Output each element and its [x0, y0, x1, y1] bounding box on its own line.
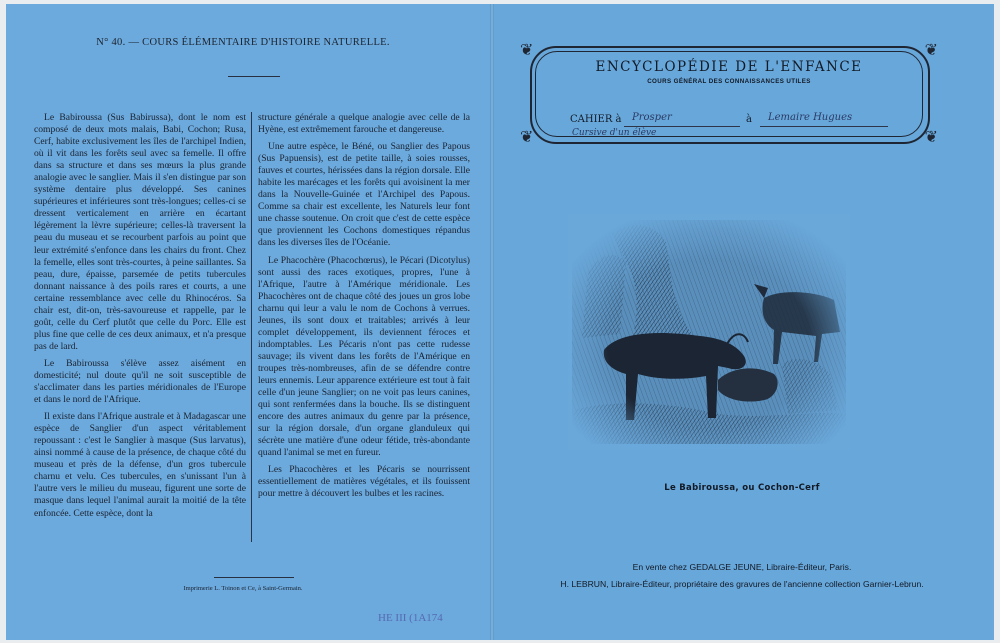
handwritten-place: Lemaire Hugues [768, 112, 853, 123]
illustration-caption: Le Babiroussa, ou Cochon-Cerf [664, 483, 820, 493]
header-rule [228, 76, 280, 77]
handwritten-name: Prosper [632, 112, 672, 123]
text-column-1 [34, 112, 246, 525]
printer-imprint: Imprimerie L. Toinon et Ce, à Saint-Germain. [183, 585, 303, 592]
paragraph: Il existe dans l'Afrique australe et à Madagascar une espèce de Sanglier d'un aspect véritablement repoussant : c'est le Sanglier à masque (Sus larvatus), ainsi nommé à cause de la présence, de chaque côté du museau et près de la défense, d'un gros tubercule charnu et velu. Ces tubercules, en s'unissant l'un à l'autre vers le milieu du museau, figurent une sorte de masque dans lequel l'animal aurait la moitié de la tête enfoncée. Cette espèce, dont la [34, 411, 246, 519]
center-fold [490, 4, 494, 640]
paragraph: structure générale a quelque analogie avec celle de la Hyène, est extrêmement farouche et dangereuse. [258, 112, 470, 136]
column-separator [251, 112, 252, 542]
paragraph: Le Phacochère (Phacochœrus), le Pécari (Dicotylus) sont aussi des races exotiques, propres, l'une à l'Afrique, l'autre à l'Amérique méridionale. Les Phacochères ont de chaque côté des joues un gros lobe charnu qui leur a valu le nom de Cochons à verrues. Jeunes, ils sont doux et traitables; arrivés à leur complet développement, ils deviennent féroces et indomptables. Les Pécaris n'ont pas cette rudesse sauvage; ils vivent dans les forêts de l'Amérique en troupes très-nombreuses, afin de se défendre contre leurs ennemis. Leur apparence extérieure est tout à fait celle d'un jeune Sanglier; on ne voit pas leurs canines, qui sont renfermées dans la bouche. Ils se distinguent encore des autres animaux du genre par la présence, sur la région dorsale, d'un organe glanduleux qui sécrète une matière d'une odeur fétide, très-abondante quand l'animal se met en fureur. [258, 254, 470, 459]
title-cartouche [520, 40, 938, 146]
text-column-2 [258, 112, 470, 505]
library-stamp: HE III (1A174 [378, 612, 443, 624]
cahier-label: CAHIER à [570, 114, 622, 125]
corner-ornament-icon: ❦ [520, 127, 534, 146]
cover-subtitle: COURS GÉNÉRAL DES CONNAISSANCES UTILES [647, 78, 811, 85]
handwritten-line: Cursive d'un élève [572, 128, 657, 138]
a-label: à [746, 114, 752, 125]
paragraph: Une autre espèce, le Béné, ou Sanglier des Papous (Sus Papuensis), est de petite taille, à soies rousses, fauves et courtes, hérissées dans la région dorsale. Elle habite les marécages et les forêts qui avoisinent la mer dans la Nouvelle-Guinée et l'Archipel des Papous. Comme sa chair est excellente, les Naturels leur font une chasse soutenue. On croit que c'est de cette espèce que proviennent les Cochons domestiques répandus dans les diverses îles de l'Océanie. [258, 141, 470, 249]
paragraph: Le Babiroussa s'élève assez aisément en domesticité; nul doute qu'il ne soit susceptible de s'acclimater dans les parties méridionales de l'Europe et dans le nord de l'Afrique. [34, 357, 246, 406]
write-line [624, 126, 740, 127]
corner-ornament-icon: ❦ [924, 127, 938, 146]
paragraph: Les Phacochères et les Pécaris se nourrissent essentiellement de matières végétales, et ils fouissent pour mettre à découvert les bulbes et les racines. [258, 464, 470, 500]
write-line [760, 126, 888, 127]
corner-ornament-icon: ❦ [924, 40, 938, 59]
corner-ornament-icon: ❦ [520, 40, 534, 59]
cover-title: ENCYCLOPÉDIE DE L'ENFANCE [595, 59, 863, 75]
page-header: N° 40. — COURS ÉLÉMENTAIRE D'HISTOIRE NATURELLE. [96, 37, 390, 48]
publisher-line: En vente chez GEDALGE JEUNE, Libraire-Éditeur, Paris. [632, 562, 852, 572]
engravings-credit: H. LEBRUN, Libraire-Éditeur, propriétaire des gravures de l'ancienne collection Garnier-Lebrun. [560, 579, 924, 589]
paragraph: Le Babiroussa (Sus Babirussa), dont le nom est composé de deux mots malais, Babi, Cochon; Rusa, Cerf, habite exclusivement les îles de l'archipel Indien, où il vit dans les forêts seul avec sa femelle. Il offre dans sa structure et dans ses mœurs la plus grande analogie avec le sanglier. Mais il s'en distingue par son système dentaire plus développé. Ses canines supérieures et inférieures sont très-longues; celles-ci se dressent verticalement en arrière en écartant légèrement la lèvre supérieure; celles-là traversent la peau du museau et se recourbent parfois au point que leur extrémité s'enfonce dans les chairs du front. Chez la femelle, elles sont très-courtes, à peine saillantes. Sa peau, dure, épaisse, parsemée de petits tubercules donnant naissance à des poils rares et courts, a une certaine ressemblance avec celle du Rhinocéros. Sa chair est, dit-on, très-savoureuse et rappelle, par le goût, celle du Cerf plutôt que celle du Porc. Elle est plus fine que celle de ces deux animaux, et n'a presque pas de lard. [34, 112, 246, 352]
footer-rule [214, 577, 294, 578]
babiroussa-engraving [568, 214, 850, 450]
